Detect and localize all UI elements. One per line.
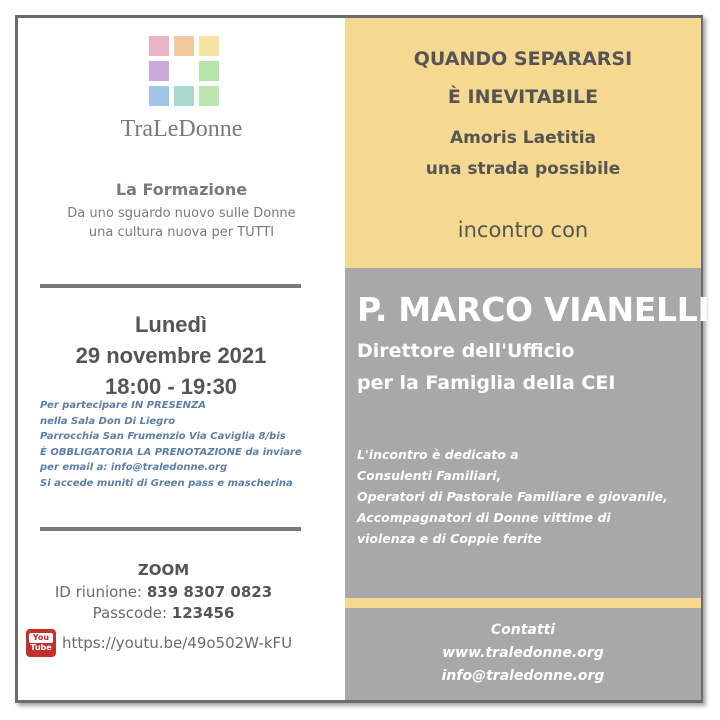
info-line: nella Sala Don Di Liegro — [40, 415, 176, 427]
info-block — [40, 398, 340, 491]
brand-name: TraLeDonne — [120, 116, 243, 142]
youtube-link[interactable] — [26, 629, 292, 657]
headline-sub2: una strada possibile — [425, 159, 621, 179]
zoom-pass-label: Passcode: — [92, 604, 167, 622]
formazione-title: La Formazione — [115, 180, 248, 199]
divider-strip — [345, 598, 701, 608]
incontro-label: incontro con — [457, 218, 589, 242]
dedica-block — [357, 444, 668, 549]
dedica-line: Consulenti Familiari, — [357, 468, 502, 483]
event-time: 18:00 - 19:30 — [104, 374, 238, 399]
zoom-passcode — [0, 604, 327, 622]
formazione-line: Da uno sguardo nuovo sulle Donne — [67, 206, 296, 221]
youtube-icon-you: You — [29, 633, 53, 643]
zoom-id — [0, 583, 327, 601]
headline-line2: È INEVITABILE — [447, 86, 599, 108]
info-line: Parrocchia San Frumenzio Via Caviglia 8/bis — [40, 431, 286, 442]
event-day: Lunedì — [134, 312, 208, 337]
dedica-line: Operatori di Pastorale Familiare e giovanile, — [357, 489, 668, 504]
dedica-line: L'incontro è dedicato a — [357, 447, 519, 462]
zoom-id-label: ID riunione: — [54, 583, 143, 601]
dedica-line: Accompagnatori di Donne vittime di — [357, 510, 611, 525]
divider — [40, 284, 301, 288]
speaker-name: P. MARCO VIANELLI — [357, 290, 710, 329]
info-line: Si accede muniti di Green pass e mascherina — [40, 477, 293, 489]
youtube-icon — [26, 629, 56, 657]
contatti-title: Contatti — [490, 622, 556, 638]
info-line: Per partecipare IN PRESENZA — [40, 400, 206, 411]
zoom-title: ZOOM — [137, 561, 190, 579]
event-date: 29 novembre 2021 — [75, 343, 267, 368]
youtube-url[interactable]: https://youtu.be/49o502W-kFU — [62, 634, 293, 652]
speaker-role-line2: per la Famiglia della CEI — [357, 372, 616, 394]
speaker-role-line1: Direttore dell'Ufficio — [357, 340, 575, 362]
formazione-line: una cultura nuova per TUTTI — [88, 225, 275, 240]
contatti-web-link[interactable]: www.traledonne.org — [442, 645, 604, 661]
headline-line1: QUANDO SEPARARSI — [413, 48, 633, 70]
info-line: per email a: info@traledonne.org — [40, 462, 228, 473]
dedica-line: violenza e di Coppie ferite — [357, 531, 542, 546]
zoom-id-value: 839 8307 0823 — [146, 583, 273, 601]
traledonne-logo-icon — [149, 36, 219, 106]
divider — [40, 527, 301, 531]
zoom-pass-value: 123456 — [171, 604, 235, 622]
formazione-subtitle — [18, 204, 345, 242]
headline-sub1: Amoris Laetitia — [449, 128, 596, 148]
info-line: È OBBLIGATORIA LA PRENOTAZIONE da inviare — [40, 446, 302, 458]
contatti-email-link[interactable]: info@traledonne.org — [441, 668, 605, 684]
youtube-icon-tube: Tube — [30, 643, 52, 652]
